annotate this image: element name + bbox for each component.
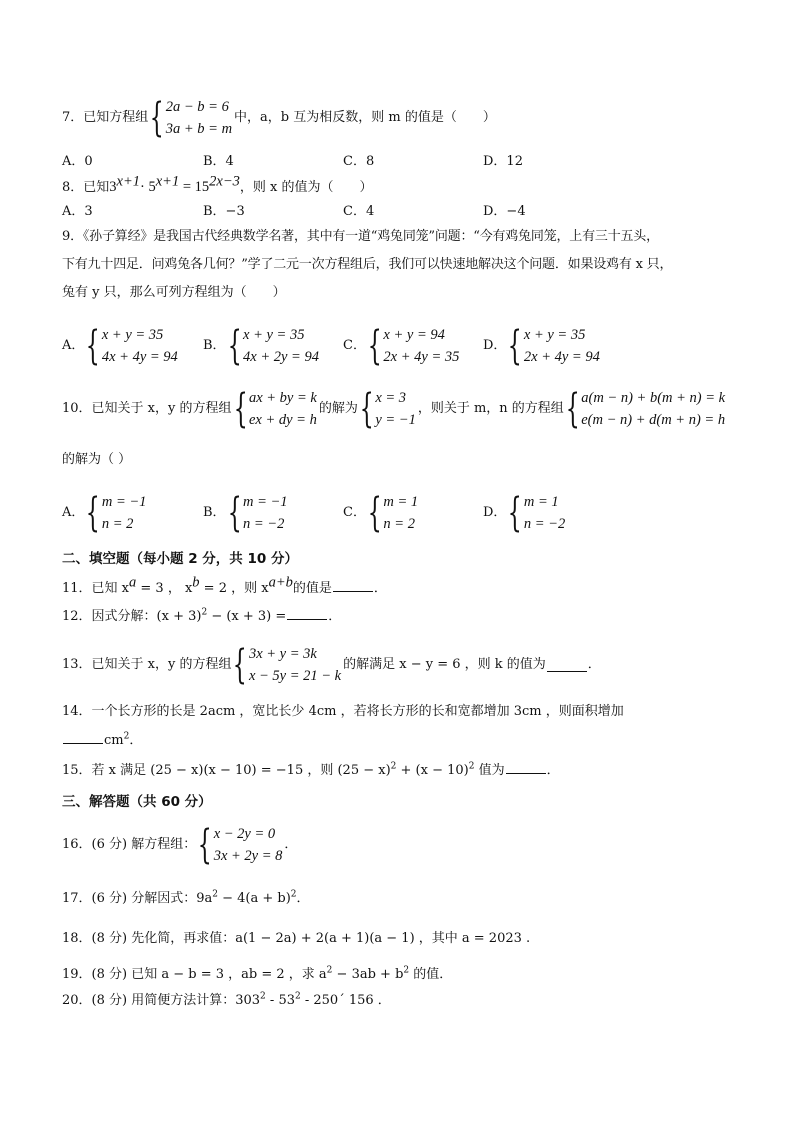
q10-sys1-eq1: ax + by = k <box>248 390 317 406</box>
q8-pre: 已知 <box>83 180 110 195</box>
q20-mid: - 53 <box>265 993 295 1008</box>
q10-sys2-eq1: x = 3 <box>375 390 407 406</box>
q20-pre: 20．(8 分) 用简便方法计算：303 <box>62 993 261 1008</box>
q9-option-b <box>203 323 321 369</box>
question-20 <box>62 992 391 1010</box>
q8-base1: 3 <box>109 179 117 195</box>
q7-eq2: 3a + b = m <box>165 121 233 137</box>
answer-blank[interactable] <box>547 658 587 672</box>
q9-line2: 下有九十四足．问鸡兔各几何？”学了二元一次方程组后，我们可以快速地解决这个问题．如果设鸡有 x 只， <box>62 257 673 272</box>
answer-blank[interactable] <box>506 760 546 774</box>
option-label: A． <box>62 338 85 353</box>
q8-base2: · 5 <box>140 179 156 195</box>
q17-pre: 17．(6 分) 分解因式：9a <box>62 891 213 906</box>
q14-line2 <box>62 730 142 750</box>
option-eq1: m = 1 <box>383 494 419 510</box>
q7-equation-system <box>150 96 232 140</box>
brace-icon: { <box>227 490 242 536</box>
q8-option-c: C．4 <box>343 204 375 219</box>
q8-option-d: D．−4 <box>483 204 526 219</box>
q12-exp: 2 <box>201 607 208 618</box>
q15-exp1: 2 <box>390 761 397 772</box>
brace-icon: { <box>233 386 248 432</box>
section-2-heading: 二、填空题（每小题 2 分，共 10 分） <box>62 551 298 567</box>
q7-prompt-post: 中，a，b 互为相反数，则 m 的值是（ ） <box>234 110 496 125</box>
q10-option-c <box>343 490 420 536</box>
brace-icon: { <box>508 490 523 536</box>
option-eq1: x + y = 35 <box>101 327 164 343</box>
q13-end: ． <box>587 657 601 672</box>
q17-end: ． <box>296 891 310 906</box>
q15-exp2: 2 <box>468 761 475 772</box>
brace-icon: { <box>86 323 101 369</box>
q14-end: ． <box>129 733 143 748</box>
option-eq1: x + y = 35 <box>523 327 586 343</box>
q10-sys1-eq2: ex + dy = h <box>248 412 317 428</box>
option-label: A． <box>62 505 85 520</box>
q17-exp2: 2 <box>290 889 297 900</box>
option-label: B． <box>203 505 226 520</box>
q8-exp2: x+1 <box>155 173 180 190</box>
option-eq2: 2x + 4y = 35 <box>383 349 460 365</box>
option-label: D． <box>483 338 507 353</box>
q13-eq1: 3x + y = 3k <box>248 646 317 662</box>
question-12 <box>62 606 341 626</box>
q9-option-d <box>483 323 602 369</box>
option-eq2: 4x + 4y = 94 <box>101 349 178 365</box>
q19-exp1: 2 <box>326 965 333 976</box>
q15-post: 值为 <box>474 763 505 778</box>
q8-option-b: B．−3 <box>203 204 245 219</box>
q16-pre: 16．(6 分) 解方程组： <box>62 837 197 852</box>
q12-mid: − (x + 3) = <box>207 609 287 624</box>
q20-post: - 250´ 156 ． <box>300 993 391 1008</box>
question-18: 18．(8 分) 先化简，再求值：a(1 − 2a) + 2(a + 1)(a − 1) ，其中 a = 2023 . <box>62 931 531 946</box>
q9-option-a <box>62 323 180 369</box>
answer-blank[interactable] <box>333 578 373 592</box>
q7-option-d: D．12 <box>483 154 523 169</box>
q17-exp1: 2 <box>212 889 218 900</box>
q9-option-c <box>343 323 461 369</box>
q11-pre: 11．已知 x <box>62 581 130 596</box>
question-11 <box>62 574 387 598</box>
option-eq1: m = −1 <box>243 494 288 510</box>
q7-option-a: A．0 <box>62 154 93 169</box>
q15-pre: 15．若 x 满足 (25 − x)(x − 10) = −15 ，则 (25 − x) <box>62 763 391 778</box>
option-eq2: n = −2 <box>243 516 285 532</box>
question-8 <box>62 173 373 197</box>
brace-icon: { <box>359 386 374 432</box>
q17-mid: − 4(a + b) <box>217 891 291 906</box>
q11-mid2: = 2 ，则 x <box>199 581 269 596</box>
option-label: B． <box>203 338 226 353</box>
brace-icon: { <box>367 490 382 536</box>
q12-end: ． <box>328 609 342 624</box>
q7-option-b: B．4 <box>203 154 234 169</box>
q20-exp1: 2 <box>260 991 266 1002</box>
q10-option-d <box>483 490 567 536</box>
q11-post: 的值是 <box>292 581 332 596</box>
q10-line2: 的解为（ ） <box>62 452 132 467</box>
section-3-heading: 三、解答题（共 60 分） <box>62 794 212 810</box>
q14-unit: cm <box>104 733 124 748</box>
q16-eq1: x − 2y = 0 <box>213 826 276 842</box>
question-19 <box>62 966 452 984</box>
q8-exp3: 2x−3 <box>209 173 240 190</box>
question-15 <box>62 760 560 780</box>
q9-line3: 兔有 y 只，那么可列方程组为（ ） <box>62 285 286 300</box>
option-eq1: m = 1 <box>523 494 559 510</box>
brace-icon: { <box>367 323 382 369</box>
brace-icon: { <box>227 323 242 369</box>
q8-post: ，则 x 的值为（ ） <box>239 180 373 195</box>
q20-exp2: 2 <box>294 991 301 1002</box>
q10-pre: 已知关于 x，y 的方程组 <box>91 401 232 416</box>
option-label: D． <box>483 505 507 520</box>
q10-sys3-eq1: a(m − n) + b(m + n) = k <box>581 390 726 406</box>
brace-icon: { <box>150 95 165 141</box>
option-eq1: m = −1 <box>101 494 147 510</box>
q8-option-a: A．3 <box>62 204 93 219</box>
q19-exp2: 2 <box>403 965 410 976</box>
q13-eq2: x − 5y = 21 − k <box>248 668 342 684</box>
q11-exp-ab: a+b <box>268 574 293 591</box>
brace-icon: { <box>565 386 580 432</box>
q10-number: 10． <box>62 401 92 416</box>
option-eq1: x + y = 35 <box>243 327 305 343</box>
q8-number: 8． <box>62 180 84 195</box>
option-eq2: n = 2 <box>101 516 134 532</box>
q19-post: 的值． <box>409 967 453 982</box>
q19-pre: 19．(8 分) 已知 a − b = 3 ，ab = 2 ，求 a <box>62 967 327 982</box>
q7-option-c: C．8 <box>343 154 375 169</box>
q16-end: ． <box>284 837 298 852</box>
q8-base3: = 15 <box>179 179 210 195</box>
question-17 <box>62 890 310 908</box>
brace-icon: { <box>233 642 248 688</box>
option-eq2: 2x + 4y = 94 <box>523 349 600 365</box>
answer-blank[interactable] <box>63 730 103 744</box>
q10-sys3-eq2: e(m − n) + d(m + n) = h <box>581 412 726 428</box>
q15-end: ． <box>546 763 560 778</box>
q10-mid2: ，则关于 m，n 的方程组 <box>417 401 564 416</box>
q19-mid: − 3ab + b <box>332 967 404 982</box>
brace-icon: { <box>197 822 212 868</box>
q7-prompt-pre: 已知方程组 <box>83 110 149 125</box>
q7-number: 7． <box>62 110 84 125</box>
question-16 <box>62 822 297 868</box>
q14-line1: 14．一个长方形的长是 2acm ，宽比长少 4cm ，若将长方形的长和宽都增加 3cm ，则面积增加 <box>62 704 624 719</box>
q10-sys2-eq2: y = −1 <box>375 412 416 428</box>
option-label: C． <box>343 505 366 520</box>
q11-exp-a: a <box>129 574 137 591</box>
q10-option-a <box>62 490 148 536</box>
q10-option-b <box>203 490 290 536</box>
brace-icon: { <box>86 490 101 536</box>
option-eq1: x + y = 94 <box>383 327 445 343</box>
option-label: C． <box>343 338 366 353</box>
brace-icon: { <box>508 323 523 369</box>
q11-exp-b: b <box>192 574 200 591</box>
q10-mid: 的解为 <box>318 401 358 416</box>
q11-mid1: = 3 ， x <box>136 581 193 596</box>
q12-pre: 12．因式分解：(x + 3) <box>62 609 202 624</box>
q8-exp1: x+1 <box>116 173 141 190</box>
q13-post: 的解满足 x − y = 6 ，则 k 的值为 <box>343 657 546 672</box>
q11-end: ． <box>373 581 387 596</box>
question-7 <box>62 96 496 140</box>
q7-eq1: 2a − b = 6 <box>165 99 229 115</box>
option-eq2: n = 2 <box>383 516 415 532</box>
q14-unit-exp: 2 <box>123 731 130 742</box>
option-eq2: 4x + 2y = 94 <box>243 349 319 365</box>
answer-blank[interactable] <box>287 606 327 620</box>
q13-pre: 13．已知关于 x，y 的方程组 <box>62 657 232 672</box>
q15-mid: + (x − 10) <box>396 763 469 778</box>
q16-eq2: 3x + 2y = 8 <box>213 848 283 864</box>
q9-line1: 9．《孙子算经》是我国古代经典数学名著，其中有一道“鸡兔同笼”问题：“今有鸡兔同笼，上有三十五头， <box>62 229 659 244</box>
option-eq2: n = −2 <box>523 516 566 532</box>
question-13 <box>62 642 601 688</box>
question-10 <box>62 386 727 432</box>
